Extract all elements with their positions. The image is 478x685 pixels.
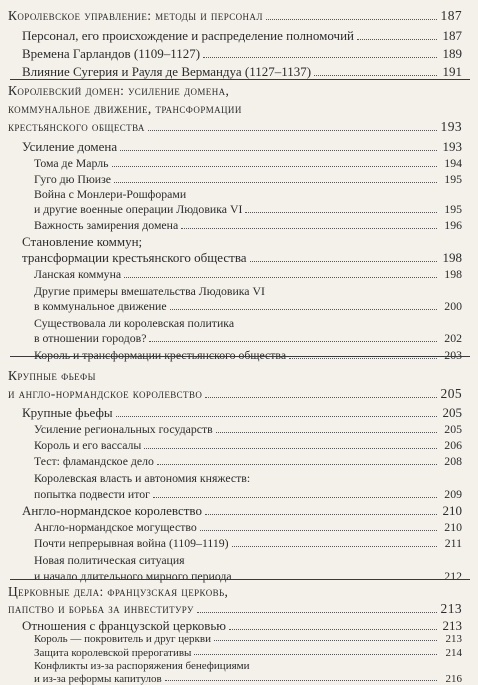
leader-dots — [116, 416, 437, 417]
toc-entry-title: Тома де Марль — [34, 156, 109, 170]
page-number: 198 — [444, 267, 462, 281]
leader-dots — [157, 464, 437, 465]
toc-subsection-title-line: трансформации крестьянского общества — [22, 250, 247, 265]
leader-dots — [232, 546, 437, 547]
toc-entry[interactable] — [34, 218, 462, 233]
page-number: 205 — [442, 405, 462, 420]
toc-entry-title: Король и его вассалы — [34, 438, 142, 452]
page-number: 209 — [444, 487, 462, 501]
toc-entry[interactable] — [34, 673, 462, 685]
toc-subsection[interactable] — [22, 250, 462, 266]
leader-dots — [149, 341, 437, 342]
leader-dots — [357, 39, 437, 40]
leader-dots — [170, 309, 437, 310]
toc-entry-title: Гуго дю Пюизе — [34, 172, 111, 186]
toc-section-title-line: папство и борьба за инвеституру — [8, 601, 194, 616]
toc-section-4[interactable] — [8, 601, 462, 617]
toc-section-title-line: крестьянского общества — [8, 119, 145, 134]
leader-dots — [216, 432, 437, 433]
toc-section-title-line[interactable]: Церковные дела: французская церковь, — [8, 584, 229, 599]
toc-entry-title: Ланская коммуна — [34, 267, 122, 281]
section-divider — [10, 579, 470, 580]
leader-dots — [200, 530, 437, 531]
leader-dots — [194, 654, 437, 655]
toc-section-title-line[interactable]: Крупные фьефы — [8, 368, 96, 383]
page-number: 213 — [445, 633, 462, 645]
leader-dots — [112, 166, 438, 167]
page-number: 211 — [444, 536, 462, 550]
toc-section-title-line[interactable]: коммунальное движение, трансформации — [8, 101, 242, 116]
toc-subsection-title-line[interactable]: Становление коммун; — [22, 234, 143, 249]
toc-section-title-line[interactable]: Королевский домен: усиление домена, — [8, 83, 230, 98]
toc-entry[interactable] — [34, 633, 462, 645]
toc-entry-title-line: и начало длительного мирного периода — [34, 569, 232, 583]
page-number: 206 — [444, 438, 462, 452]
page-number: 193 — [440, 119, 462, 134]
toc-entry[interactable] — [34, 156, 462, 171]
toc-entry[interactable] — [34, 536, 462, 551]
page-number: 210 — [442, 503, 462, 518]
leader-dots — [245, 212, 437, 213]
leader-dots — [153, 497, 437, 498]
page-number: 203 — [444, 348, 462, 362]
toc-entry-title-line: в отношении городов? — [34, 331, 147, 345]
leader-dots — [205, 514, 437, 515]
toc-entry-title-line[interactable]: Конфликты из-за распоряжения бенефициями — [34, 660, 250, 672]
toc-subsection[interactable] — [22, 503, 462, 519]
leader-dots — [114, 182, 437, 183]
toc-entry-title: Времена Гарландов (1109–1127) — [22, 46, 201, 61]
leader-dots — [289, 358, 437, 359]
toc-entry-title-line[interactable]: Существовала ли королевская политика — [34, 316, 235, 330]
page-number: 194 — [444, 156, 462, 170]
page-number: 195 — [444, 172, 462, 186]
toc-section-3[interactable] — [8, 386, 462, 402]
leader-dots — [205, 397, 437, 398]
page-number: 195 — [444, 202, 462, 216]
toc-subsection-title: Отношения с французской церковью — [22, 618, 227, 633]
toc-entry-title: Почти непрерывная война (1109–1119) — [34, 536, 229, 550]
toc-entry-title-line[interactable]: Новая политическая ситуация — [34, 553, 185, 567]
page-number: 193 — [442, 139, 462, 154]
toc-subsection-title: Англо-нормандское королевство — [22, 503, 202, 518]
toc-subsection-title: Крупные фьефы — [22, 405, 113, 420]
toc-entry[interactable] — [34, 267, 462, 282]
toc-entry[interactable] — [34, 331, 462, 346]
toc-entry-title: Англо-нормандское могущество — [34, 520, 197, 534]
toc-entry-title: Персонал, его происхождение и распределение полномочий — [22, 28, 354, 43]
toc-entry[interactable] — [34, 172, 462, 187]
leader-dots — [148, 130, 437, 131]
page-number: 212 — [444, 569, 462, 583]
section-divider — [10, 79, 470, 80]
toc-entry[interactable] — [22, 28, 462, 44]
toc-subsection[interactable] — [22, 139, 462, 155]
toc-entry-title-line: в коммунальное движение — [34, 299, 167, 313]
toc-entry-title: Влияние Сугерия и Рауля де Вермандуа (1127–1137) — [22, 64, 312, 79]
toc-entry[interactable] — [34, 569, 462, 584]
leader-dots — [144, 448, 437, 449]
toc-entry[interactable] — [34, 422, 462, 437]
page-number: 210 — [444, 520, 462, 534]
page-number: 216 — [445, 673, 462, 685]
toc-section-title-line: и англо-нормандское королевство — [8, 386, 203, 401]
toc-entry-title-line: и из-за реформы капитулов — [34, 673, 162, 685]
toc-entry[interactable] — [22, 46, 462, 62]
page-number: 196 — [444, 218, 462, 232]
toc-subsection[interactable] — [22, 618, 462, 634]
page-number: 198 — [442, 250, 462, 265]
leader-dots — [314, 75, 437, 76]
toc-entry-title: Тест: фламандское дело — [34, 454, 154, 468]
leader-dots — [229, 629, 437, 630]
toc-entry[interactable] — [34, 438, 462, 453]
page-number: 187 — [442, 28, 462, 43]
toc-section-1[interactable] — [8, 8, 462, 24]
page-number: 214 — [445, 647, 462, 659]
toc-entry-title-line[interactable]: Другие примеры вмешательства Людовика VI — [34, 284, 265, 298]
toc-entry-title: Защита королевской прерогативы — [34, 647, 192, 659]
toc-entry-title-line: и другие военные операции Людовика VI — [34, 202, 243, 216]
toc-entry[interactable] — [34, 520, 462, 535]
page-number: 213 — [442, 618, 462, 633]
toc-entry[interactable] — [34, 454, 462, 469]
toc-entry-title-line[interactable]: Война с Монлери-Рошфорами — [34, 187, 187, 201]
leader-dots — [250, 261, 437, 262]
page-number: 205 — [440, 386, 462, 401]
leader-dots — [203, 57, 437, 58]
leader-dots — [197, 612, 437, 613]
toc-entry[interactable] — [34, 202, 462, 217]
page-number: 187 — [440, 8, 462, 23]
page-number: 191 — [442, 64, 462, 79]
toc-subsection[interactable] — [22, 405, 462, 421]
leader-dots — [120, 150, 437, 151]
toc-entry-title-line: попытка подвести итог — [34, 487, 150, 501]
toc-entry-title: Важность замирения домена — [34, 218, 179, 232]
toc-subsection-title: Усиление домена — [22, 139, 118, 154]
toc-entry[interactable] — [34, 647, 462, 659]
toc-entry-title: Король и трансформации крестьянского общества — [34, 348, 287, 362]
toc-section-2[interactable] — [8, 119, 462, 135]
leader-dots — [124, 277, 437, 278]
toc-entry-title: Король — покровитель и друг церкви — [34, 633, 211, 645]
leader-dots — [165, 680, 437, 681]
leader-dots — [214, 640, 437, 641]
section-divider — [10, 356, 470, 357]
page-number: 202 — [444, 331, 462, 345]
toc-entry-title-line[interactable]: Королевская власть и автономия княжеств: — [34, 471, 251, 485]
toc-entry[interactable] — [34, 487, 462, 502]
page-number: 213 — [440, 601, 462, 616]
leader-dots — [266, 19, 437, 20]
toc-entry[interactable] — [34, 299, 462, 314]
toc-section-title: Королевское управление: методы и персонал — [8, 8, 263, 23]
toc-entry[interactable] — [22, 64, 462, 80]
page-number: 208 — [444, 454, 462, 468]
toc-entry-title: Усиление региональных государств — [34, 422, 213, 436]
leader-dots — [181, 228, 437, 229]
page-number: 189 — [442, 46, 462, 61]
page-number: 205 — [444, 422, 462, 436]
page-number: 200 — [444, 299, 462, 313]
